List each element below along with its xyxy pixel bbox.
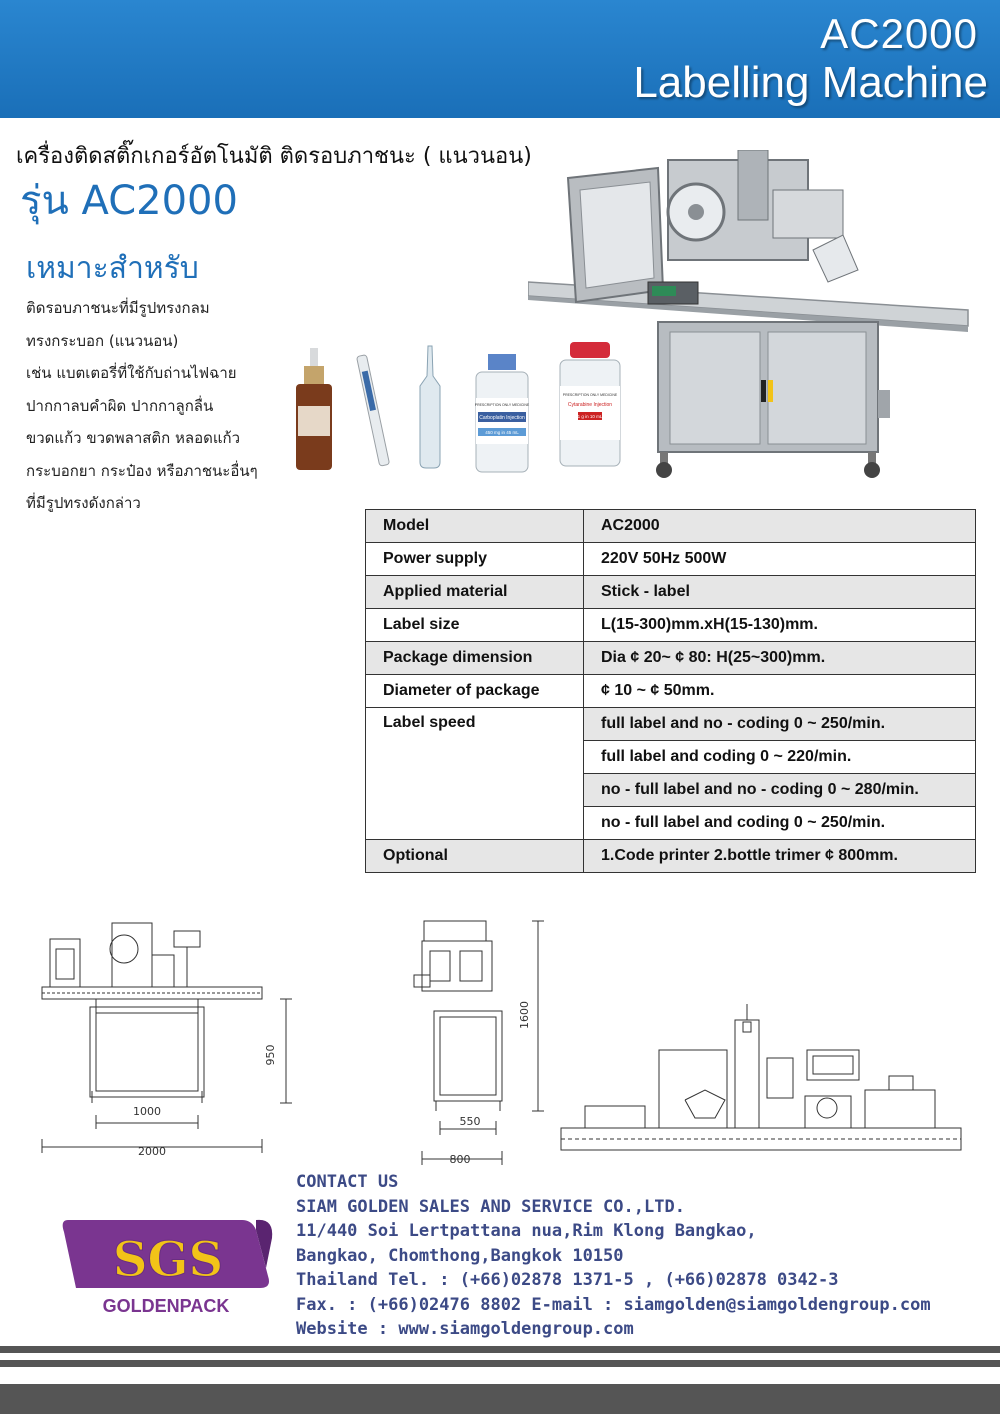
header-subtitle: Labelling Machine: [633, 58, 988, 107]
spec-value: Dia ¢ 20~ ¢ 80: H(25~300)mm.: [584, 642, 976, 675]
spec-label: Package dimension: [366, 642, 584, 675]
suitable-line: ปากกาลบคำผิด ปากกาลูกลื่น: [26, 396, 214, 415]
vial2-dose-text: 1 g in 10 mL: [577, 414, 603, 419]
product-samples: [290, 340, 630, 480]
vial2-label-text: Cytarabine Injection: [567, 402, 613, 408]
table-row: [366, 543, 976, 576]
front-view-drawing: [28, 915, 308, 1165]
spec-label: Applied material: [366, 576, 584, 609]
vial-cytarabine: [560, 342, 620, 466]
logo-mark: SGS: [112, 1232, 224, 1288]
table-row: [366, 675, 976, 708]
front-inner-width-dim: 1000: [133, 1105, 161, 1118]
vial-carboplatin: [475, 354, 530, 472]
spec-value: Stick - label: [584, 576, 976, 609]
top-view-drawing: [555, 1000, 965, 1165]
spec-value: L(15-300)mm.xH(15-130)mm.: [584, 609, 976, 642]
table-row: [366, 510, 976, 543]
address-line: Bangkao, Chomthong,Bangkok 10150: [296, 1245, 624, 1266]
spec-value: AC2000: [584, 510, 976, 543]
telephone: Thailand Tel. : (+66)02878 1371-5 , (+66)02878 0342-3: [296, 1270, 839, 1290]
ampoule-icon: [420, 346, 440, 468]
optional-label: Optional: [366, 840, 584, 873]
speed-value: full label and coding 0 ~ 220/min.: [584, 741, 976, 774]
fax-email: Fax. : (+66)02476 8802 E-mail : siamgolden@siamgoldengroup.com: [296, 1294, 931, 1315]
suitable-line: ทรงกระบอก (แนวนอน): [26, 331, 179, 350]
sgs-logo: [60, 1218, 275, 1323]
spec-table: [365, 509, 976, 873]
front-height-dim: 950: [264, 1044, 277, 1066]
table-row: [366, 609, 976, 642]
vial1-top-text: PRESCRIPTION ONLY MEDICINE: [474, 403, 530, 407]
header-banner: [0, 0, 1000, 118]
speed-value: no - full label and no - coding 0 ~ 280/min.: [584, 774, 976, 807]
footer-stripe: [0, 1346, 1000, 1353]
table-row: [366, 642, 976, 675]
side-inner-width-dim: 550: [459, 1115, 481, 1128]
logo-name: GOLDENPACK: [102, 1296, 230, 1316]
speed-label: Label speed: [366, 708, 584, 840]
spec-label: Label size: [366, 609, 584, 642]
address-line: 11/440 Soi Lertpattana nua,Rim Klong Bangkao,: [296, 1221, 757, 1241]
footer-bar: [0, 1384, 1000, 1414]
speed-value: full label and no - coding 0 ~ 250/min.: [584, 708, 976, 741]
spec-value: 220V 50Hz 500W: [584, 543, 976, 576]
spec-label: Power supply: [366, 543, 584, 576]
optional-value: 1.Code printer 2.bottle trimer ¢ 800mm.: [584, 840, 976, 873]
front-total-width-dim: 2000: [138, 1145, 166, 1158]
suitable-title: เหมาะสำหรับ: [26, 251, 199, 286]
pen-icon: [357, 355, 390, 467]
vial1-dose-text: 450 mg in 45 mL: [485, 430, 519, 435]
spec-value: ¢ 10 ~ ¢ 50mm.: [584, 675, 976, 708]
suitable-line: ที่มีรูปทรงดังกล่าว: [26, 494, 141, 512]
model-title: รุ่น AC2000: [20, 178, 238, 224]
contact-heading: CONTACT US: [296, 1172, 399, 1192]
vial1-label-text: Carboplatin Injection: [479, 415, 525, 421]
side-height-dim: 1600: [518, 1001, 531, 1029]
suitable-list: [26, 292, 258, 520]
suitable-line: เช่น แบตเตอรี่ที่ใช้กับถ่านไฟฉาย: [26, 364, 237, 382]
vial2-top-text: PRESCRIPTION ONLY MEDICINE: [562, 393, 618, 397]
table-row: [366, 840, 976, 873]
company-name: SIAM GOLDEN SALES AND SERVICE CO.,LTD.: [296, 1196, 685, 1217]
side-total-width-dim: 800: [449, 1153, 471, 1166]
table-row: [366, 576, 976, 609]
website: Website : www.siamgoldengroup.com: [296, 1319, 634, 1339]
speed-value: no - full label and coding 0 ~ 250/min.: [584, 807, 976, 840]
thai-title: เครื่องติดสติ๊กเกอร์อัตโนมัติ ติดรอบภาชนะ ( แนวนอน): [16, 144, 532, 169]
suitable-line: ขวดแก้ว ขวดพลาสติก หลอดแก้ว: [26, 429, 241, 447]
header-model: AC2000: [820, 10, 978, 57]
footer-stripe: [0, 1360, 1000, 1367]
contact-block: [296, 1170, 931, 1342]
table-row: [366, 708, 976, 741]
side-view-drawing: [400, 915, 560, 1170]
suitable-line: กระบอกยา กระป๋อง หรือภาชนะอื่นๆ: [26, 461, 258, 480]
spec-label: Model: [366, 510, 584, 543]
suitable-line: ติดรอบภาชนะที่มีรูปทรงกลม: [26, 299, 210, 317]
dropper-bottle-icon: [296, 348, 332, 470]
spec-label: Diameter of package: [366, 675, 584, 708]
